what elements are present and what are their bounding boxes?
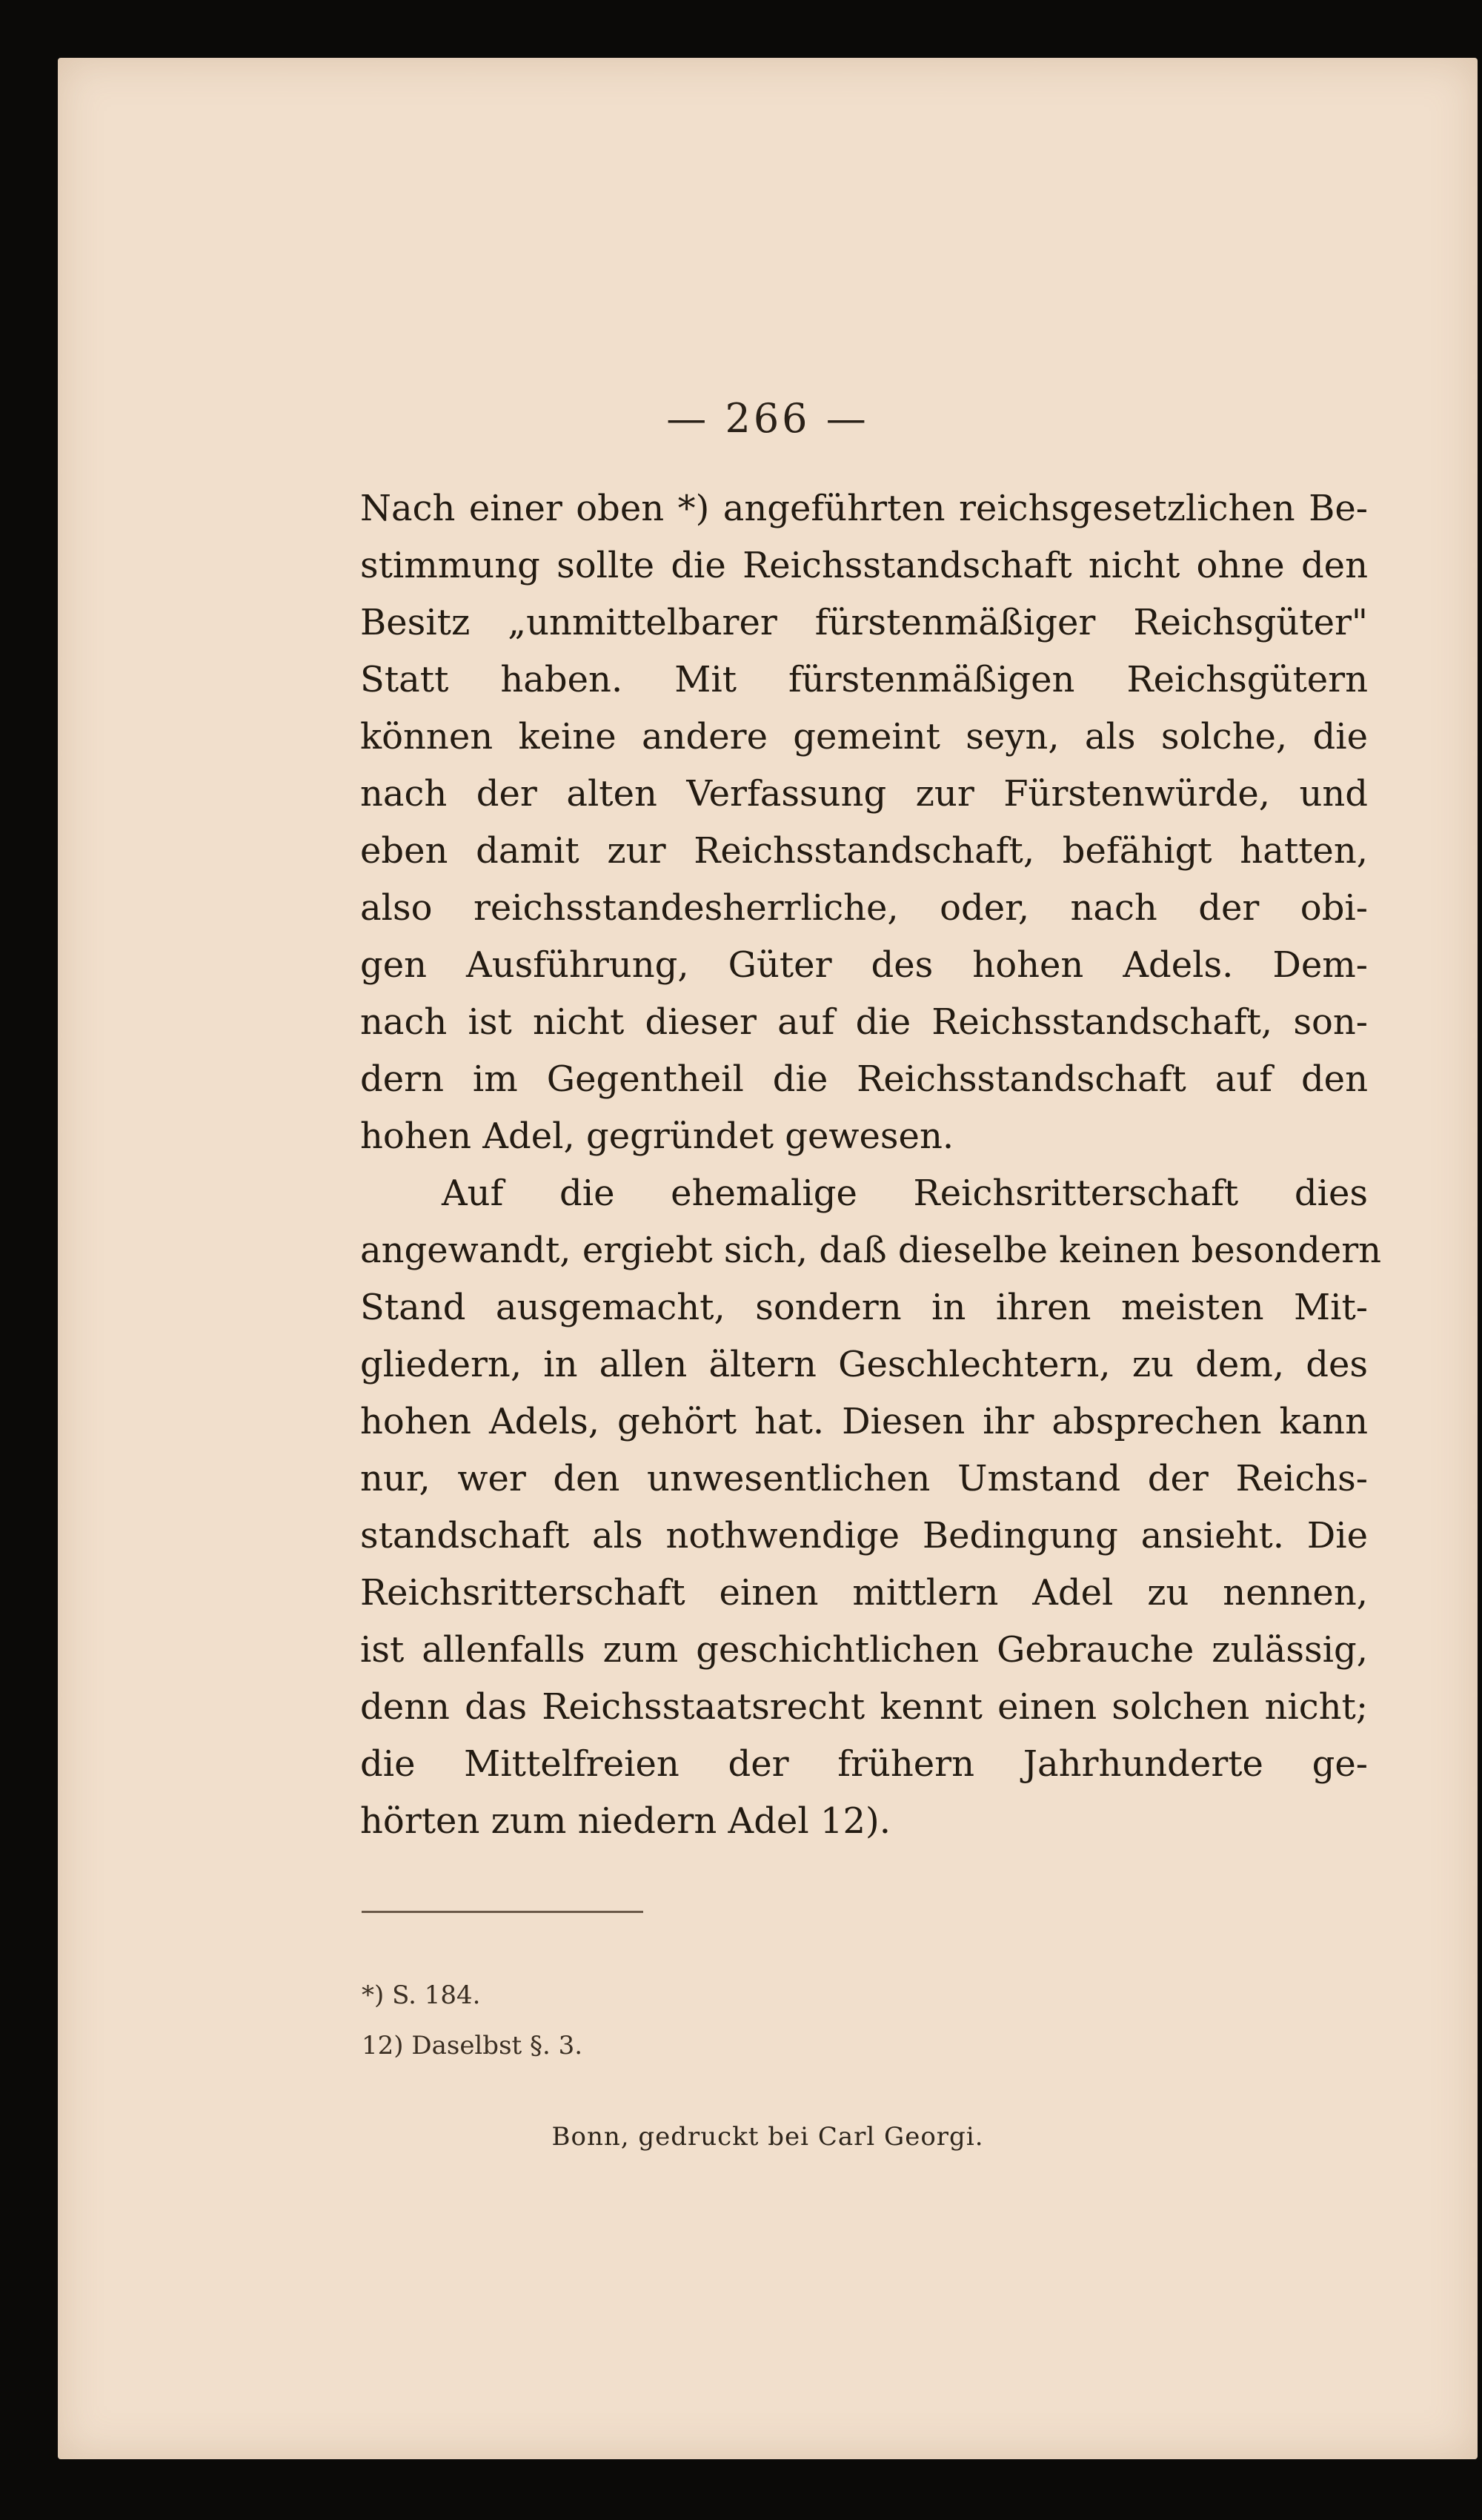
paragraph-2: [360, 1165, 1382, 1850]
text-line: nur, wer den unwesentlichen Umstand der Reichs-: [360, 1458, 1368, 1499]
printer-imprint: Bonn, gedruckt bei Carl Georgi.: [551, 2122, 984, 2152]
text-line: nach der alten Verfassung zur Fürstenwürde, und: [360, 773, 1368, 815]
text-line: eben damit zur Reichsstandschaft, befähigt hatten,: [360, 830, 1368, 872]
text-line: standschaft als nothwendige Bedingung ansieht. Die: [360, 1515, 1368, 1556]
text-line: stimmung sollte die Reichsstandschaft nicht ohne den: [360, 545, 1368, 586]
text-line: Reichsritterschaft einen mittlern Adel zu nennen,: [360, 1572, 1368, 1614]
book-page: [58, 58, 1478, 2459]
body-text: [360, 480, 1382, 1850]
footnotes: [362, 1970, 582, 2071]
paragraph-1: [360, 480, 1368, 1165]
text-line: Stand ausgemacht, sondern in ihren meisten Mit-: [360, 1287, 1368, 1328]
text-line: Statt haben. Mit fürstenmäßigen Reichsgütern: [360, 659, 1368, 700]
text-line: hohen Adels, gehört hat. Diesen ihr absprechen kann: [360, 1401, 1368, 1442]
text-line: Auf die ehemalige Reichsritterschaft dies: [442, 1173, 1368, 1214]
text-line: angewandt, ergiebt sich, daß dieselbe keinen besondern: [360, 1230, 1382, 1271]
footnote: 12) Daselbst §. 3.: [362, 2031, 583, 2060]
text-line: gliedern, in allen ältern Geschlechtern, zu dem, des: [360, 1344, 1368, 1385]
text-line: hohen Adel, gegründet gewesen.: [360, 1115, 954, 1157]
text-line: Nach einer oben *) angeführten reichsgesetzlichen Be-: [360, 488, 1368, 529]
page-number-header: — 266 —: [666, 395, 869, 442]
text-line: können keine andere gemeint seyn, als solche, die: [360, 716, 1368, 757]
text-line: also reichsstandesherrliche, oder, nach der obi-: [360, 887, 1368, 929]
footnote-divider: [362, 1911, 643, 1913]
text-line: nach ist nicht dieser auf die Reichsstandschaft, son-: [360, 1001, 1368, 1043]
text-line: hörten zum niedern Adel 12).: [360, 1800, 891, 1842]
text-line: die Mittelfreien der frühern Jahrhunderte ge-: [360, 1743, 1368, 1785]
text-line: ist allenfalls zum geschichtlichen Gebrauche zulässig,: [360, 1629, 1368, 1671]
text-line: denn das Reichsstaatsrecht kennt einen solchen nicht;: [360, 1686, 1368, 1728]
text-line: Besitz „unmittelbarer fürstenmäßiger Reichsgüter": [360, 602, 1368, 643]
text-line: dern im Gegentheil die Reichsstandschaft auf den: [360, 1058, 1368, 1100]
text-line: gen Ausführung, Güter des hohen Adels. Dem-: [360, 944, 1368, 986]
footnote: *) S. 184.: [362, 1980, 481, 2010]
